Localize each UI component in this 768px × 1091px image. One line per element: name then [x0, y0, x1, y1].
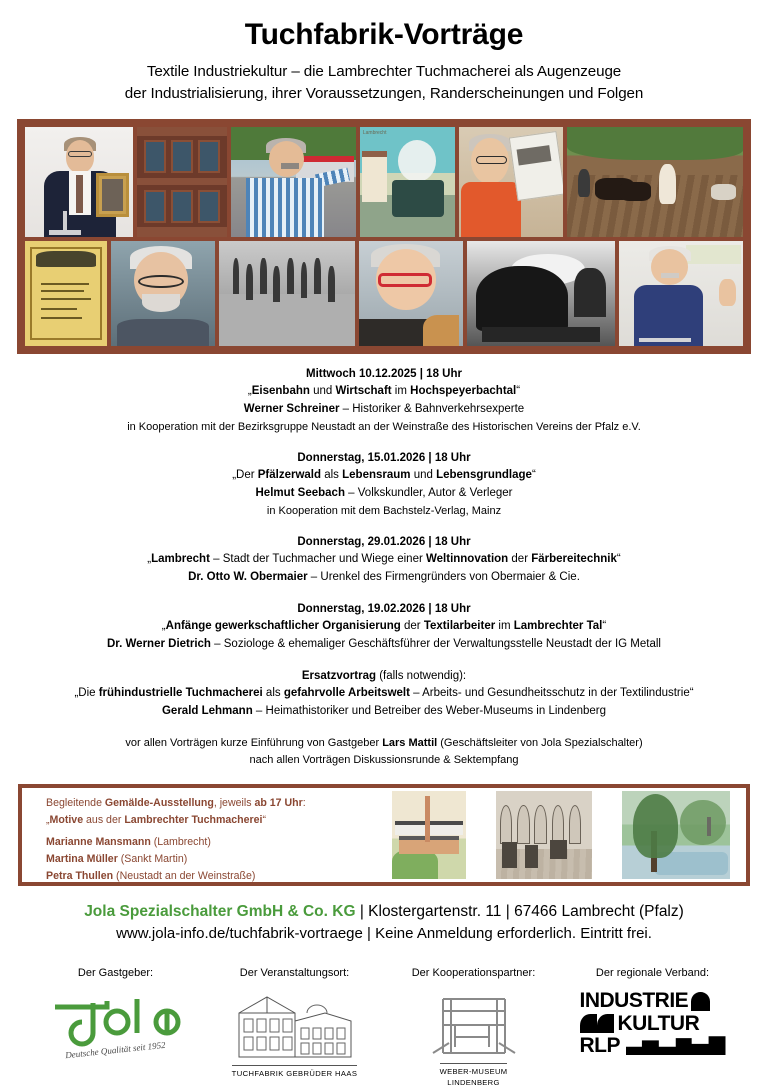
general-note-line-2: nach allen Vorträgen Diskussionsrunde & Sektempfang — [249, 754, 519, 767]
footer-caption: Der Kooperationspartner: — [411, 967, 536, 980]
t-m1: der — [400, 620, 424, 633]
lecture-note: in Kooperation mit der Bezirksgruppe Neustadt an der Weinstraße des Historischen Vereins der Pfalz e.V. — [127, 420, 641, 433]
exhibition-artist — [46, 851, 350, 868]
jola-logo-icon — [41, 991, 191, 1049]
e2-b2: Lambrechter Tuchmacherei — [124, 813, 263, 826]
subtitle-line-2: der Industrialisierung, ihrer Voraussetzungen, Randerscheinungen und Folgen — [124, 85, 644, 103]
t-m1: und — [309, 385, 336, 398]
replacement-lecture-title — [34, 685, 734, 703]
artist-name: Petra Thullen — [46, 870, 114, 883]
photo-historic-field-oxen-plough — [567, 127, 743, 237]
t-post: “ — [616, 553, 621, 566]
contact-line-2 — [0, 923, 768, 946]
artist-place: (Sankt Martin) — [117, 853, 188, 866]
weaving-loom-icon — [429, 991, 519, 1061]
lecture-item — [34, 601, 734, 654]
footer-caption: Der regionale Verband: — [595, 967, 710, 980]
factory-skyline-icon — [626, 1036, 726, 1055]
e2-mid: aus der — [83, 813, 125, 826]
t-b2: Textilarbeiter — [423, 620, 496, 633]
replacement-lecture-speaker — [34, 703, 734, 721]
speaker-name: Gerald Lehmann — [161, 704, 253, 717]
t-pre: „Der — [232, 469, 258, 482]
artist-name: Martina Müller — [46, 853, 118, 866]
footer-column-host — [26, 967, 205, 1091]
t-b2: Lebensraum — [342, 469, 411, 482]
t-m2: der — [508, 553, 532, 566]
tuchfabrik-haas-logo — [205, 991, 384, 1091]
haas-caption: TUCHFABRIK GEBRÜDER HAAS — [232, 1065, 358, 1078]
lecture-item — [34, 534, 734, 587]
speaker-name: Helmut Seebach — [255, 487, 345, 500]
weber-line-1: WEBER-MUSEUM — [439, 1067, 508, 1077]
contact-block — [0, 900, 768, 946]
painting-green-landscape-water — [622, 791, 730, 879]
photo-grid — [17, 119, 751, 354]
t-b1: Anfänge gewerkschaftlicher Organisierung — [165, 620, 401, 633]
footer-column-association — [563, 967, 742, 1091]
e2-post: “ — [262, 813, 267, 826]
lecture-date: Donnerstag, 29.01.2026 | 18 Uhr — [297, 535, 471, 548]
t-post: “ — [689, 686, 694, 699]
website-url[interactable]: www.jola-info.de/tuchfabrik-vortraege — [116, 924, 363, 942]
e-mid: , jeweils — [213, 796, 255, 809]
ik-row-2 — [580, 1011, 726, 1035]
factory-building-icon — [233, 991, 357, 1063]
speaker-role: – Historiker & Bahnverkehrsexperte — [339, 403, 525, 416]
artist-place: (Neustadt an der Weinstraße) — [113, 870, 256, 883]
host-name: Lars Mattil — [382, 736, 438, 749]
t-b1: Eisenbahn — [251, 385, 310, 398]
lecture-item — [34, 450, 734, 520]
t-b2: Weltinnovation — [426, 553, 509, 566]
page-title: Tuchfabrik-Vorträge — [244, 18, 524, 51]
artist-name: Marianne Mansmann — [46, 836, 151, 849]
exhibition-artist — [46, 834, 350, 851]
lecture-date: Donnerstag, 15.01.2026 | 18 Uhr — [297, 451, 471, 464]
photo-bw-textile-machinery — [467, 241, 615, 346]
weber-museum-logo — [384, 991, 563, 1091]
ik-word-rlp: RLP — [579, 1034, 620, 1058]
jola-slogan: Deutsche Qualität seit 1952 — [64, 1040, 167, 1061]
lecture-note: in Kooperation mit dem Bachstelz-Verlag, Mainz — [266, 504, 502, 517]
t-m1: – Stadt der Tuchmacher und Wiege einer — [209, 553, 426, 566]
t-m1: als — [321, 469, 343, 482]
t-post: “ — [531, 469, 536, 482]
t-post: “ — [602, 620, 607, 633]
painting-weaving-hall-interior — [496, 791, 592, 879]
sep: | — [501, 902, 515, 920]
t-b3: Hochspeyerbachtal — [410, 385, 517, 398]
lecture-date: Mittwoch 10.12.2025 | 18 Uhr — [306, 368, 462, 381]
lecture-list — [0, 354, 768, 770]
ik-word-industrie: INDUSTRIE — [579, 989, 689, 1013]
t-m2: im — [495, 620, 514, 633]
industriekultur-rlp-logo — [563, 991, 742, 1091]
ik-logo-block — [579, 989, 726, 1058]
sawtooth-roof-icon — [580, 1014, 614, 1033]
sep: | — [355, 902, 369, 920]
footer-logos — [0, 967, 768, 1091]
exhibition-box — [18, 784, 750, 886]
t-post: “ — [516, 385, 521, 398]
lecture-title — [34, 467, 734, 485]
speaker-name: Dr. Werner Dietrich — [107, 637, 211, 650]
footer-column-venue — [205, 967, 384, 1091]
speaker-role: – Soziologe & ehemaliger Geschäftsführer der Verwaltungsstelle Neustadt der IG Metall — [210, 637, 661, 650]
speaker-role: – Urenkel des Firmengründers von Obermaier & Cie. — [307, 570, 580, 583]
lecture-speaker — [34, 636, 734, 654]
subtitle-line-1: Textile Industriekultur – die Lambrechter Tuchmacherei als Augenzeuge — [146, 63, 622, 80]
t-pre: „ — [147, 553, 152, 566]
replacement-lecture-item — [34, 668, 734, 721]
exhibition-headline — [46, 795, 350, 812]
gas-holder-icon — [691, 992, 710, 1011]
t-m2: im — [391, 385, 411, 398]
general-notes — [34, 735, 734, 770]
e2-b1: Motive — [49, 813, 84, 826]
exhibition-paintings — [350, 795, 746, 875]
photo-historic-group-bw — [219, 241, 355, 346]
jola-logo — [26, 991, 205, 1091]
lecture-date: Donnerstag, 19.02.2026 | 18 Uhr — [297, 602, 471, 615]
exhibition-subtitle — [46, 812, 350, 829]
photo-man-glasses-indoors — [111, 241, 215, 346]
t-b2: Wirtschaft — [335, 385, 392, 398]
ik-word-kultur: KULTUR — [617, 1011, 700, 1035]
contact-line-1 — [0, 900, 768, 923]
general-note-line-1 — [34, 735, 734, 753]
t-m2: und — [410, 469, 437, 482]
t-b2: gefahrvolle Arbeitswelt — [283, 686, 410, 699]
lecture-title — [34, 551, 734, 569]
photo-man-orange-shirt-documents — [459, 127, 563, 237]
t-b3: Lambrechter Tal — [513, 620, 603, 633]
t-b3: Lebensgrundlage — [436, 469, 532, 482]
sep: | — [362, 924, 376, 942]
lecture-title — [34, 618, 734, 636]
photo-grid-row-2 — [25, 241, 743, 346]
speaker-name: Dr. Otto W. Obermaier — [188, 570, 308, 583]
photo-speaker-blue-shirt-pointing — [619, 241, 743, 346]
footer-caption: Der Gastgeber: — [77, 967, 154, 980]
weber-line-2: LINDENBERG — [447, 1077, 500, 1087]
replacement-heading-rest: (falls notwendig): — [376, 669, 467, 682]
ik-row-1 — [579, 989, 726, 1013]
ik-row-3 — [579, 1034, 726, 1058]
lecture-speaker — [34, 485, 734, 503]
t-m1: als — [262, 686, 284, 699]
lecture-title — [34, 383, 734, 401]
lecture-speaker — [34, 401, 734, 419]
t-pre: „ — [161, 620, 166, 633]
city-address: 67466 Lambrecht (Pfalz) — [514, 902, 684, 920]
footer-column-partner — [384, 967, 563, 1091]
t-b1: frühindustrielle Tuchmacherei — [98, 686, 263, 699]
photo-brick-factory-facade — [137, 127, 227, 237]
t-b1: Lambrecht — [151, 553, 210, 566]
e-pre: Begleitende — [46, 796, 105, 809]
speaker-name: Werner Schreiner — [243, 403, 340, 416]
speaker-role: – Volkskundler, Autor & Verleger — [344, 487, 513, 500]
t-pre: „ — [247, 385, 252, 398]
lecture-item — [34, 366, 734, 436]
lecture-speaker — [34, 569, 734, 587]
e-b2: ab 17 Uhr — [254, 796, 303, 809]
admission-note: Keine Anmeldung erforderlich. Eintritt frei. — [375, 924, 652, 942]
note-pre: vor allen Vorträgen kurze Einführung von Gastgeber — [125, 736, 383, 749]
photo-vintage-postcard-steam-train: Lambrecht — [360, 127, 455, 237]
e2-pre: „ — [46, 813, 50, 826]
t-b1: Pfälzerwald — [257, 469, 322, 482]
painting-factory-chimney — [392, 791, 466, 879]
weber-caption — [440, 1063, 508, 1088]
poster-header — [0, 0, 768, 111]
exhibition-text — [32, 795, 350, 883]
photo-man-red-glasses — [359, 241, 463, 346]
photo-grid-row-1 — [25, 127, 743, 237]
t-m2: – Arbeits- und Gesundheitsschutz in der Textilindustrie — [409, 686, 690, 699]
replacement-lecture-heading — [34, 668, 734, 685]
t-pre: „Die — [74, 686, 99, 699]
photo-man-lectern-framed-picture — [25, 127, 133, 237]
footer-caption: Der Veranstaltungsort: — [239, 967, 350, 980]
speaker-role: – Heimathistoriker und Betreiber des Weber-Museums in Lindenberg — [252, 704, 606, 717]
e-post: : — [302, 796, 306, 809]
artist-place: (Lambrecht) — [150, 836, 211, 849]
replacement-heading-bold: Ersatzvortrag — [301, 669, 376, 682]
e-b1: Gemälde-Ausstellung — [104, 796, 214, 809]
t-b3: Färbereitechnik — [531, 553, 617, 566]
note-post: (Geschäftsleiter von Jola Spezialschalter) — [437, 736, 643, 749]
street-address: Klostergartenstr. 11 — [368, 902, 502, 920]
exhibition-artist — [46, 868, 350, 885]
photo-yellow-certificate — [25, 241, 107, 346]
photo-man-railway-platform — [231, 127, 356, 237]
company-name: Jola Spezialschalter GmbH & Co. KG — [84, 902, 356, 920]
